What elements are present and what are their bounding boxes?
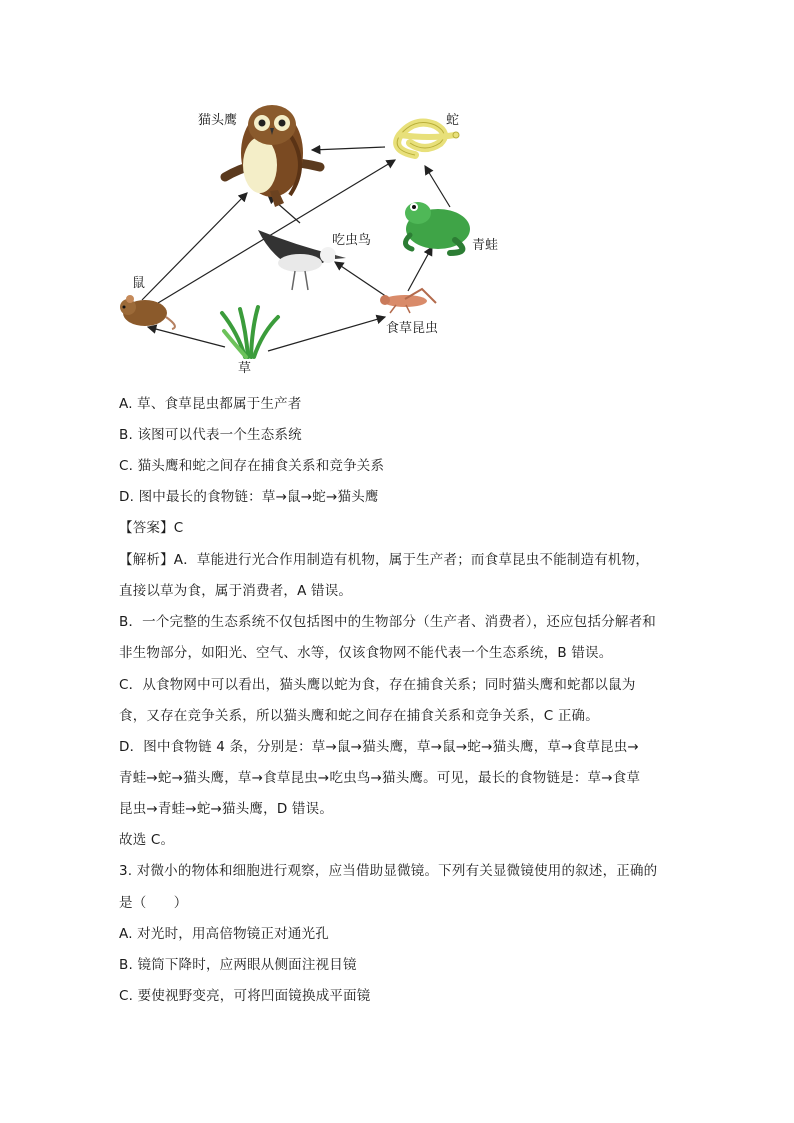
analysis-line: 【解析】A．草能进行光合作用制造有机物，属于生产者；而食草昆虫不能制造有机物， [119, 552, 650, 568]
label-owl: 猫头鹰 [198, 113, 238, 128]
label-frog: 青蛙 [472, 238, 499, 253]
label-bird: 吃虫鸟 [332, 233, 372, 248]
analysis-line: 昆虫→青蛙→蛇→猫头鹰，D 错误。 [119, 801, 334, 817]
analysis-line: 食，又存在竞争关系，所以猫头鹰和蛇之间存在捕食关系和竞争关系，C 正确。 [119, 708, 599, 724]
q3-option-b: B. 镜筒下降时，应两眼从侧面注视目镜 [119, 957, 357, 973]
analysis-line: B．一个完整的生态系统不仅包括图中的生物部分（生产者、消费者），还应包括分解者和 [119, 614, 657, 630]
q3-option-a: A. 对光时，用高倍物镜正对通光孔 [119, 926, 329, 942]
food-web-diagram [100, 95, 520, 385]
food-web-figure [100, 95, 520, 385]
grass-icon [222, 307, 278, 357]
arrow-insect-to-frog [408, 247, 432, 291]
arrow-snake-to-owl [312, 147, 385, 150]
q2-option-b: B. 该图可以代表一个生态系统 [119, 427, 302, 443]
analysis-line: 非生物部分，如阳光、空气、水等，仅该食物网不能代表一个生态系统，B 错误。 [119, 645, 613, 661]
arrow-grass-to-insect [268, 317, 385, 351]
conclusion-line: 故选 C。 [119, 832, 175, 848]
arrow-insect-to-bird [335, 262, 390, 299]
q3-stem: 3. 对微小的物体和细胞进行观察，应当借助显微镜。下列有关显微镜使用的叙述，正确的 [119, 863, 658, 879]
arrow-frog-to-snake [425, 166, 450, 207]
owl-icon [225, 105, 320, 207]
analysis-line: C．从食物网中可以看出，猫头鹰以蛇为食，存在捕食关系；同时猫头鹰和蛇都以鼠为 [119, 677, 636, 693]
q2-option-d: D. 图中最长的食物链：草→鼠→蛇→猫头鹰 [119, 489, 379, 505]
q2-answer: 【答案】C [119, 520, 184, 536]
arrow-grass-to-mouse [148, 327, 225, 347]
q2-option-c: C. 猫头鹰和蛇之间存在捕食关系和竞争关系 [119, 458, 385, 474]
grasshopper-icon [380, 289, 436, 313]
mouse-icon [120, 295, 175, 329]
q3-stem: 是（ ） [119, 895, 188, 911]
analysis-line: 直接以草为食，属于消费者，A 错误。 [119, 583, 353, 599]
frog-icon [405, 202, 470, 253]
q3-option-c: C. 要使视野变亮，可将凹面镜换成平面镜 [119, 988, 371, 1004]
label-insect: 食草昆虫 [386, 321, 439, 336]
label-mouse: 鼠 [132, 276, 146, 291]
label-grass: 草 [238, 361, 252, 376]
arrow-mouse-to-owl [142, 193, 247, 300]
analysis-line: D．图中食物链 4 条，分别是：草→鼠→猫头鹰，草→鼠→蛇→猫头鹰，草→食草昆虫→ [119, 739, 639, 755]
analysis-line: 青蛙→蛇→猫头鹰，草→食草昆虫→吃虫鸟→猫头鹰。可见，最长的食物链是：草→食草 [119, 770, 641, 786]
label-snake: 蛇 [446, 113, 460, 128]
q2-option-a: A. 草、食草昆虫都属于生产者 [119, 396, 302, 412]
